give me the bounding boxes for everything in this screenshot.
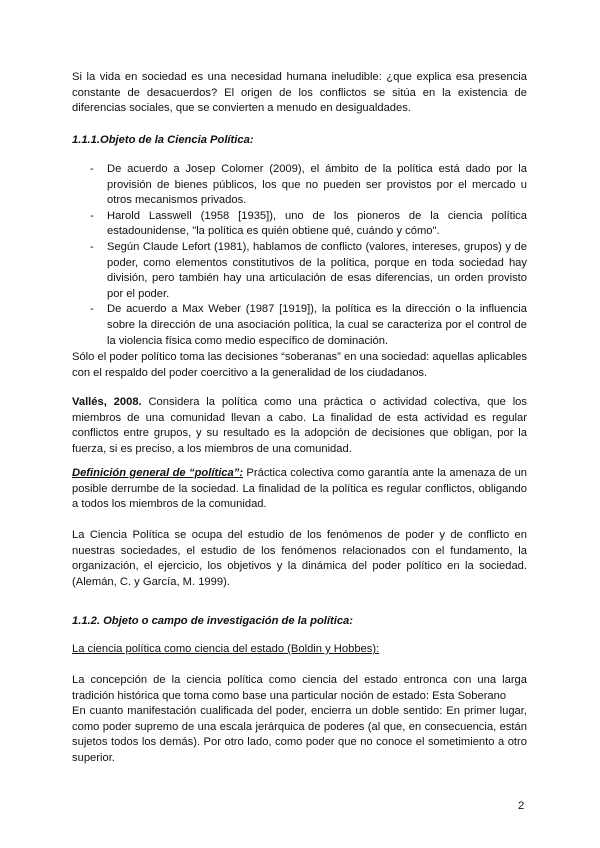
soberanas-paragraph: Sólo el poder político toma las decisiones “soberanas” en una sociedad: aquellas aplicables con el respaldo del poder coercitivo a la generalidad de los ciudadanos. (72, 351, 527, 379)
section-heading-1-1-2: 1.1.2. Objeto o campo de investigación de la política: (72, 615, 353, 627)
estado-paragraph-line-2: En cuanto manifestación cualificada del poder, encierra un doble sentido: En primer lugar, como poder supremo de una escala jerárquica de poderes (al que, en consecuencia, están sujetos todos los demás). Por otro lado, como poder que no conoce el sometimiento a otro superior. (72, 705, 527, 764)
estado-paragraph (72, 673, 527, 767)
definicion-text: Práctica colectiva como garantía ante la amenaza de un posible derrumbe de la sociedad. La finalidad de la política es regular conflictos, obligando a todos los miembros de la comunidad. (72, 467, 528, 511)
page-number: 2 (518, 800, 525, 812)
bullet-text: Según Claude Lefort (1981), hablamos de conflicto (valores, intereses, grupos) y de poder, como elementos constitutivos de la política, porque en toda sociedad hay división, pero también hay una articulación de esas diferencias, un orden provisto por el poder. (107, 240, 527, 300)
valles-paragraph (72, 395, 527, 457)
bullet-weber (90, 302, 527, 349)
subheading-ciencia-del-estado: La ciencia política como ciencia del estado (Boldin y Hobbes): (72, 643, 380, 655)
bullet-marker: - (90, 209, 94, 222)
estado-paragraph-line-1: La concepción de la ciencia política como ciencia del estado entronca con una larga tradición histórica que toma como base una particular noción de estado: Esta Soberano (72, 674, 527, 702)
bullet-text: Harold Lasswell (1958 [1935]), uno de los pioneros de la ciencia política estadounidense, "la política es quién obtiene qué, cuándo y cómo". (107, 209, 527, 238)
definicion-label: Definición general de “política”: (72, 467, 244, 479)
bullet-marker: - (90, 163, 94, 175)
valles-text: Considera la política como una práctica o actividad colectiva, que los miembros de una comunidad llevan a cabo. La finalidad de esta actividad es regular conflictos entre grupos, y su resultado es la adopción de decisiones que obligan, por la fuerza, si es preciso, a los miembros de una comunidad. (72, 396, 527, 455)
bullet-lasswell (90, 209, 527, 240)
bullet-colomer (90, 162, 527, 209)
bullet-marker: - (90, 303, 94, 316)
ciencia-politica-paragraph: La Ciencia Política se ocupa del estudio de los fenómenos de poder y de conflicto en nuestras sociedades, el estudio de los fenómenos relacionados con el fundamento, la organización, el ejercicio, los objetivos y la dinámica del poder político en la sociedad. (Alemán, C. y García, M. 1999). (72, 529, 527, 588)
section-heading-1-1-1: 1.1.1.Objeto de la Ciencia Política: (72, 134, 254, 146)
objeto-bullet-list (90, 162, 527, 349)
valles-label: Vallés, 2008. (72, 396, 142, 408)
bullet-marker: - (90, 240, 94, 253)
bullet-lefort (90, 240, 527, 302)
definicion-paragraph (72, 466, 527, 513)
intro-paragraph: Si la vida en sociedad es una necesidad humana ineludible: ¿que explica esa presencia constante de desacuerdos? El origen de los conflictos se sitúa en la existencia de diferencias sociales, que se convierten a menudo en desigualdades. (72, 71, 527, 115)
bullet-text: De acuerdo a Josep Colomer (2009), el ámbito de la política está dado por la provisión de bienes públicos, los que no pueden ser provistos por el mercado u otros mecanismos privados. (107, 163, 527, 207)
bullet-text: De acuerdo a Max Weber (1987 [1919]), la política es la dirección o la influencia sobre la dirección de una asociación política, la cual se caracteriza por el control de la violencia física como medio específico de dominación. (107, 303, 527, 347)
